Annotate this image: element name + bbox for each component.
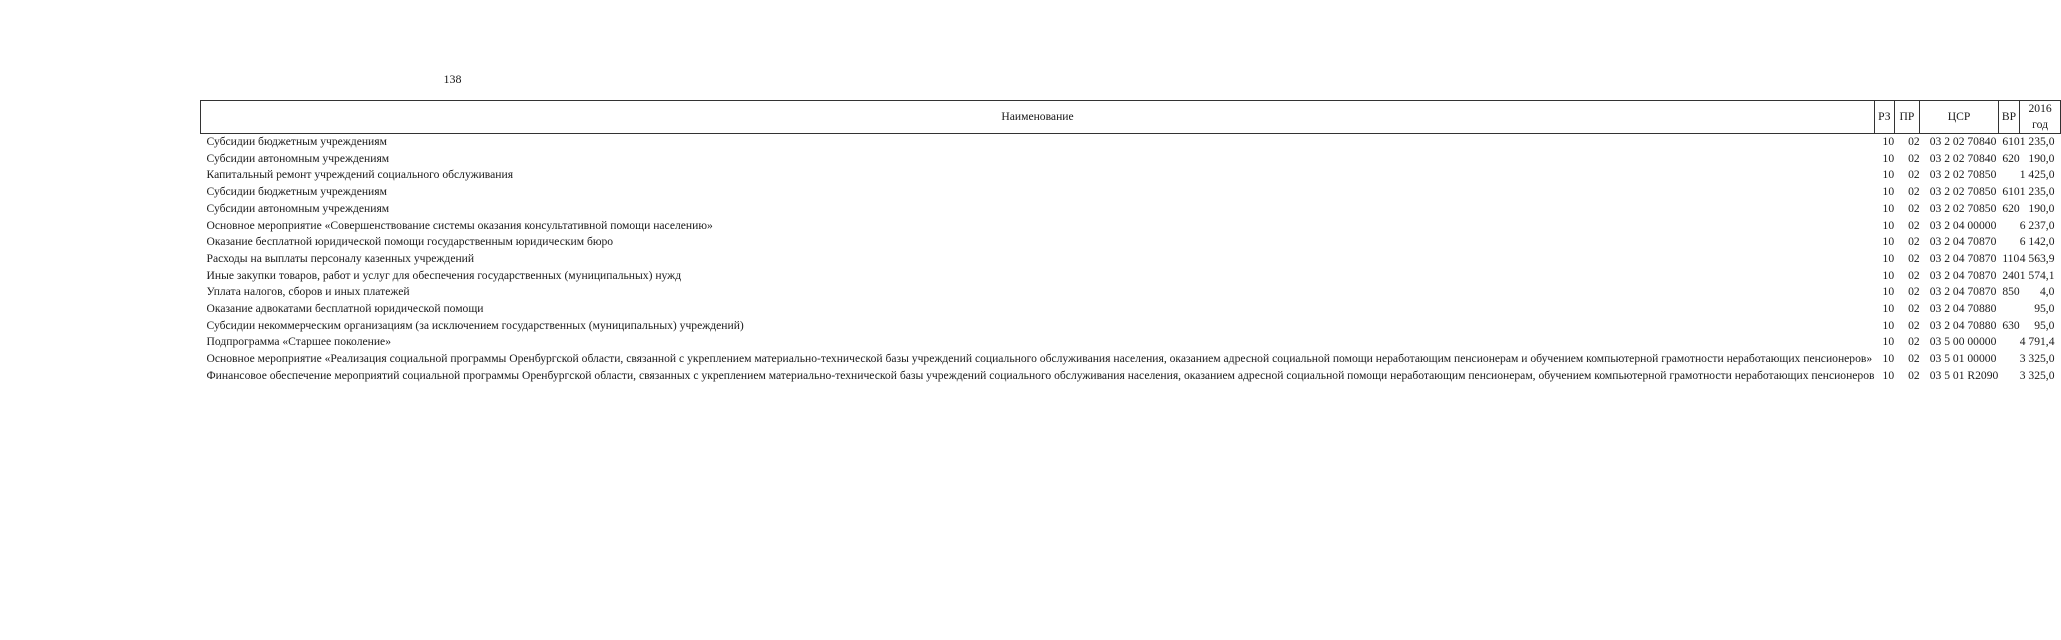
table-row [201, 201, 2061, 218]
header-csr: ЦСР [1920, 101, 1999, 134]
table-header-row [201, 101, 2061, 134]
cell-vr: 620 [2002, 151, 2020, 165]
cell-pr: 02 [1908, 185, 1920, 199]
cell-name: Расходы на выплаты персоналу казенных учреждений [206, 251, 475, 265]
cell-sum: 4,0 [2039, 285, 2055, 299]
cell-csr: 03 2 02 70850 [1929, 185, 1997, 199]
cell-rz: 10 [1882, 318, 1895, 332]
cell-csr: 03 2 02 70840 [1929, 135, 1997, 148]
cell-rz: 10 [1882, 335, 1895, 349]
table-row [201, 218, 2061, 235]
budget-table [200, 100, 2061, 385]
cell-vr: 620 [2002, 201, 2020, 215]
cell-rz: 10 [1882, 185, 1895, 199]
cell-name: Оказание адвокатами бесплатной юридической помощи [206, 302, 484, 316]
cell-name: Субсидии некоммерческим организациям (за исключением государственных (муниципальных) учреждений) [206, 318, 744, 332]
cell-pr: 02 [1908, 368, 1920, 382]
cell-csr: 03 5 00 00000 [1929, 335, 1997, 349]
header-vr: ВР [1998, 101, 2019, 134]
cell-rz: 10 [1882, 168, 1895, 182]
cell-sum: 4 563,9 [2019, 251, 2055, 265]
cell-rz: 10 [1882, 302, 1895, 316]
cell-rz: 10 [1882, 151, 1895, 165]
cell-pr: 02 [1908, 352, 1920, 366]
table-row [201, 184, 2061, 201]
cell-sum: 1 425,0 [2019, 168, 2055, 182]
table-row [201, 251, 2061, 268]
cell-name: Финансовое обеспечение мероприятий социальной программы Оренбургской области, связанных с укреплением материально-технической базы учреждений социального обслуживания населения, оказанием адресной социальной помощи неработающим пенсионерам, обучением компьютерной грамотности неработающих пенсионеров [206, 368, 1875, 382]
cell-sum: 1 574,1 [2019, 268, 2055, 282]
table-row [201, 234, 2061, 251]
cell-sum: 3 325,0 [2019, 368, 2055, 382]
cell-rz: 10 [1882, 368, 1895, 382]
cell-rz: 10 [1882, 251, 1895, 265]
cell-name: Субсидии автономным учреждениям [206, 201, 390, 215]
cell-rz: 10 [1882, 352, 1895, 366]
header-name: Наименование [201, 101, 1875, 134]
cell-sum: 190,0 [2028, 151, 2055, 165]
cell-csr: 03 2 04 70880 [1929, 318, 1997, 332]
cell-csr: 03 2 02 70840 [1929, 151, 1997, 165]
cell-pr: 02 [1908, 318, 1920, 332]
cell-pr: 02 [1908, 268, 1920, 282]
cell-name: Основное мероприятие «Реализация социальной программы Оренбургской области, связанной с укреплением материально-технической базы учреждений социального обслуживания населения, оказанием адресной социальной помощи неработающим пенсионерам и обучением компьютерной грамотности неработающих пенсионеров» [206, 352, 1873, 366]
cell-name: Иные закупки товаров, работ и услуг для обеспечения государственных (муниципальных) нужд [206, 268, 682, 282]
cell-vr [1998, 218, 2019, 235]
table-row [201, 151, 2061, 168]
cell-vr [1998, 167, 2019, 184]
cell-csr: 03 5 01 R2090 [1929, 368, 1999, 382]
table-row [201, 268, 2061, 285]
cell-vr [1998, 234, 2019, 251]
page-number: 138 [443, 72, 462, 86]
cell-csr: 03 2 04 00000 [1929, 218, 1997, 232]
table-row [201, 134, 2061, 151]
cell-name: Оказание бесплатной юридической помощи государственным юридическим бюро [206, 235, 614, 249]
cell-pr: 02 [1908, 335, 1920, 349]
cell-pr: 02 [1908, 135, 1920, 148]
cell-pr: 02 [1908, 285, 1920, 299]
cell-vr: 630 [2002, 318, 2020, 332]
cell-sum: 190,0 [2028, 201, 2055, 215]
cell-csr: 03 2 04 70870 [1929, 268, 1997, 282]
header-year: 2016 год [2020, 101, 2061, 134]
cell-vr: 610 [2002, 135, 2020, 148]
cell-csr: 03 2 04 70870 [1929, 251, 1997, 265]
cell-csr: 03 2 04 70880 [1929, 302, 1997, 316]
cell-sum: 95,0 [2034, 302, 2055, 316]
cell-vr [1998, 334, 2019, 351]
cell-rz: 10 [1882, 201, 1895, 215]
cell-pr: 02 [1908, 201, 1920, 215]
cell-name: Основное мероприятие «Совершенствование системы оказания консультативной помощи населению» [206, 218, 713, 232]
cell-rz: 10 [1882, 218, 1895, 232]
cell-rz: 10 [1882, 135, 1895, 148]
table-row [201, 284, 2061, 301]
table-body [201, 134, 2061, 385]
cell-rz: 10 [1882, 285, 1895, 299]
cell-pr: 02 [1908, 302, 1920, 316]
cell-vr: 610 [2002, 185, 2020, 199]
table-row [201, 334, 2061, 351]
table-row [201, 167, 2061, 184]
cell-sum: 6 142,0 [2019, 235, 2055, 249]
table-row [201, 368, 2061, 385]
cell-vr [1998, 351, 2019, 368]
header-pr: ПР [1894, 101, 1920, 134]
cell-name: Субсидии автономным учреждениям [206, 151, 390, 165]
cell-vr: 240 [2002, 268, 2020, 282]
table-row [201, 301, 2061, 318]
cell-name: Уплата налогов, сборов и иных платежей [206, 285, 410, 299]
cell-csr: 03 2 04 70870 [1929, 285, 1997, 299]
cell-sum: 95,0 [2034, 318, 2055, 332]
cell-sum: 3 325,0 [2019, 352, 2055, 366]
header-rz: РЗ [1875, 101, 1895, 134]
cell-pr: 02 [1908, 251, 1920, 265]
cell-rz: 10 [1882, 235, 1895, 249]
cell-sum: 6 237,0 [2019, 218, 2055, 232]
cell-csr: 03 5 01 00000 [1929, 352, 1997, 366]
cell-sum: 1 235,0 [2019, 135, 2055, 148]
cell-pr: 02 [1908, 151, 1920, 165]
cell-rz: 10 [1882, 268, 1895, 282]
table-row [201, 351, 2061, 368]
cell-sum: 4 791,4 [2019, 335, 2055, 349]
cell-name: Субсидии бюджетным учреждениям [206, 185, 387, 199]
cell-csr: 03 2 02 70850 [1929, 168, 1997, 182]
cell-name: Подпрограмма «Старшее поколение» [206, 335, 391, 349]
cell-name: Капитальный ремонт учреждений социального обслуживания [206, 168, 514, 182]
cell-pr: 02 [1908, 218, 1920, 232]
cell-vr [1998, 368, 2019, 385]
cell-vr [1998, 301, 2019, 318]
cell-csr: 03 2 02 70850 [1929, 201, 1997, 215]
cell-vr: 850 [2002, 285, 2020, 299]
cell-name: Субсидии бюджетным учреждениям [206, 135, 387, 148]
cell-vr: 110 [2002, 251, 2020, 265]
cell-pr: 02 [1908, 235, 1920, 249]
table-row [201, 318, 2061, 335]
cell-csr: 03 2 04 70870 [1929, 235, 1997, 249]
cell-pr: 02 [1908, 168, 1920, 182]
cell-sum: 1 235,0 [2019, 185, 2055, 199]
